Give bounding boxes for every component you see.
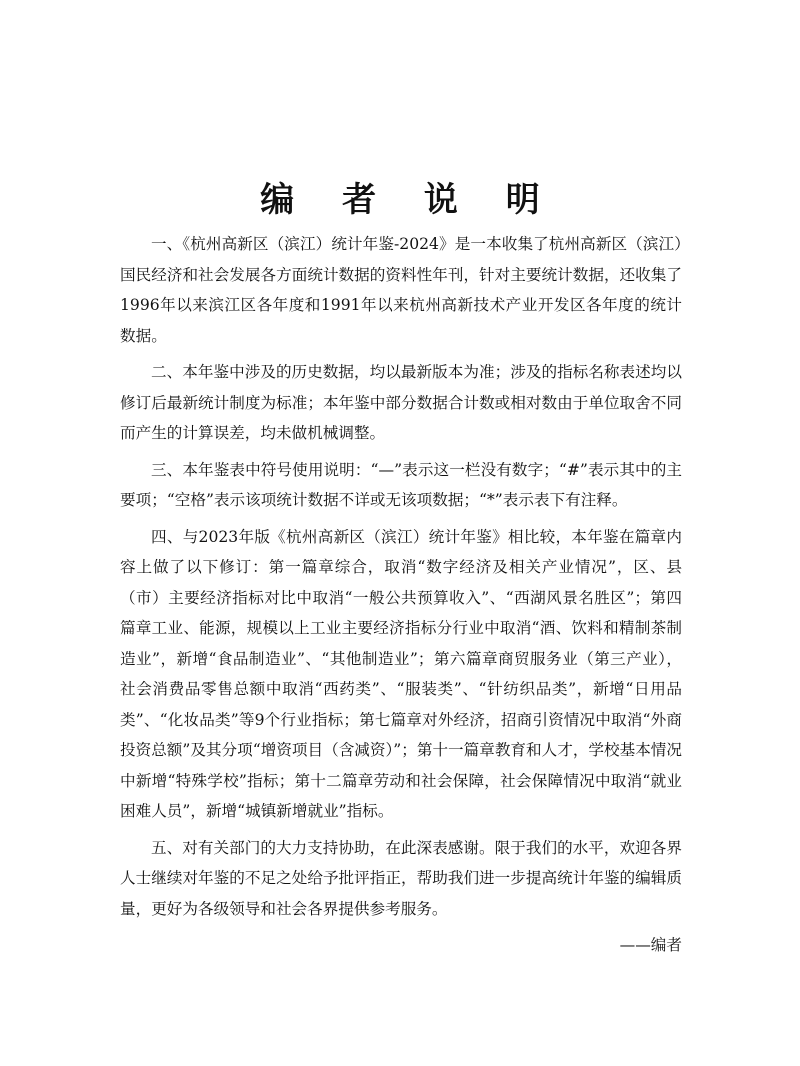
paragraph-1: 一、《杭州高新区（滨江）统计年鉴-2024》是一本收集了杭州高新区（滨江）国民经济和社会发展各方面统计数据的资料性年刊，针对主要统计数据，还收集了1996年以来滨江区各年度和1991年以来杭州高新技术产业开发区各年度的统计数据。 bbox=[120, 235, 682, 345]
document-body bbox=[120, 229, 682, 961]
paragraph-2: 二、本年鉴中涉及的历史数据，均以最新版本为准；涉及的指标名称表述均以修订后最新统计制度为标准；本年鉴中部分数据合计数或相对数由于单位取舍不同而产生的计算误差，均未做机械调整。 bbox=[120, 363, 682, 442]
paragraph-4: 四、与2023年版《杭州高新区（滨江）统计年鉴》相比较，本年鉴在篇章内容上做了以下修订：第一篇章综合，取消“数字经济及相关产业情况”，区、县（市）主要经济指标对比中取消“一般公共预算收入”、“西湖风景名胜区”；第四篇章工业、能源，规模以上工业主要经济指标分行业中取消“酒、饮料和精制茶制造业”，新增“食品制造业”、“其他制造业”；第六篇章商贸服务业（第三产业），社会消费品零售总额中取消“西药类”、“服装类”、“针纺织品类”，新增“日用品类”、“化妆品类”等9个行业指标；第七篇章对外经济，招商引资情况中取消“外商投资总额”及其分项“增资项目（含减资）”；第十一篇章教育和人才，学校基本情况中新增“特殊学校”指标；第十二篇章劳动和社会保障，社会保障情况中取消“就业困难人员”，新增“城镇新增就业”指标。 bbox=[120, 527, 682, 820]
page-title: 编 者 说 明 bbox=[260, 179, 558, 220]
signature: ——编者 bbox=[619, 936, 682, 954]
paragraph-5: 五、对有关部门的大力支持协助，在此深表感谢。限于我们的水平，欢迎各界人士继续对年鉴的不足之处给予批评指正，帮助我们进一步提高统计年鉴的编辑质量，更好为各级领导和社会各界提供参考服务。 bbox=[120, 838, 682, 918]
paragraph-3: 三、本年鉴表中符号使用说明：“—”表示这一栏没有数字；“#”表示其中的主要项；“空格”表示该项统计数据不详或无该项数据；“*”表示表下有注释。 bbox=[120, 460, 682, 509]
